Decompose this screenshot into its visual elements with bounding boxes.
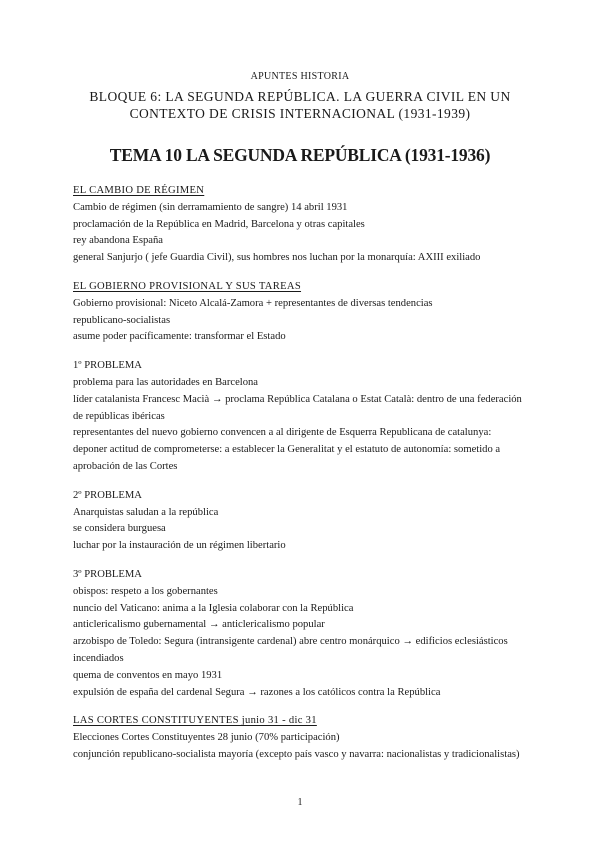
section-heading: 3º PROBLEMA <box>73 568 142 580</box>
note-line: líder catalanista Francesc Macià → proclama República Catalana o Estat Català: dentro de una federación de repúblicas ibéricas <box>73 393 522 422</box>
section-heading: 1º PROBLEMA <box>73 360 142 372</box>
note-line: problema para las autoridades en Barcelona <box>73 376 259 388</box>
section-heading: 2º PROBLEMA <box>73 489 142 501</box>
section-heading: LAS CORTES CONSTITUYENTES junio 31 - dic 31 <box>73 715 317 727</box>
note-line: general Sanjurjo ( jefe Guardia Civil), sus hombres nos luchan por la monarquía: AXIII exiliado <box>73 252 481 264</box>
section-heading: EL CAMBIO DE RÉGIMEN <box>73 185 205 196</box>
section-cambio-regimen <box>73 183 543 267</box>
page-number: 1 <box>297 797 303 808</box>
note-line: arzobispo de Toledo: Segura (intransigente cardenal) abre centro monárquico → edificios eclesiásticos incendiados <box>73 636 508 664</box>
section-gobierno-provisional <box>73 279 543 346</box>
note-line: rey abandona España <box>73 235 164 247</box>
note-line: Gobierno provisional: Niceto Alcalá-Zamora + representantes de diversas tendencias republicano-socialistas <box>73 297 433 326</box>
course-title: APUNTES HISTORIA <box>250 71 350 82</box>
note-line: Anarquistas saludan a la república <box>73 506 219 518</box>
note-line: se considera burguesa <box>73 523 166 535</box>
notes-body <box>73 183 543 776</box>
note-line: proclamación de la República en Madrid, Barcelona y otras capitales <box>73 218 365 230</box>
note-line: Elecciones Cortes Constituyentes 28 junio (70% participación) <box>73 732 340 744</box>
note-line: anticlericalismo gubernamental → anticlericalismo popular <box>73 619 325 631</box>
note-line: luchar por la instauración de un régimen libertario <box>73 540 286 552</box>
section-cortes-constituyentes <box>73 713 543 763</box>
note-line: quema de conventos en mayo 1931 <box>73 669 223 681</box>
note-line: representantes del nuevo gobierno convencen a al dirigente de Esquerra Republicana de catalunya: deponer actitud de comprometerse: a establecer la Generalitat y el estatuto de autonomía: sometido a aprobación de las Cortes <box>73 427 501 472</box>
note-line: obispos: respeto a los gobernantes <box>73 585 218 597</box>
note-line: nuncio del Vaticano: anima a la Iglesia colaborar con la República <box>73 602 354 614</box>
section-heading: EL GOBIERNO PROVISIONAL Y SUS TAREAS <box>73 280 302 292</box>
section-problema-2 <box>73 488 543 555</box>
section-problema-1 <box>73 358 543 476</box>
block-heading: BLOQUE 6: LA SEGUNDA REPÚBLICA. LA GUERRA CIVIL EN UN CONTEXTO DE CRISIS INTERNACIONAL (1931-1939) <box>89 89 511 121</box>
section-problema-3 <box>73 567 543 701</box>
note-line: conjunción republicano-socialista mayoría (excepto país vasco y navarra: nacionalistas y tradicionalistas) <box>73 748 520 760</box>
note-line: Cambio de régimen (sin derramamiento de sangre) 14 abril 1931 <box>73 201 348 213</box>
note-line: asume poder pacíficamente: transformar el Estado <box>73 331 286 343</box>
topic-title: TEMA 10 LA SEGUNDA REPÚBLICA (1931-1936) <box>109 145 491 165</box>
note-line: expulsión de españa del cardenal Segura → razones a los católicos contra la República <box>73 686 441 698</box>
